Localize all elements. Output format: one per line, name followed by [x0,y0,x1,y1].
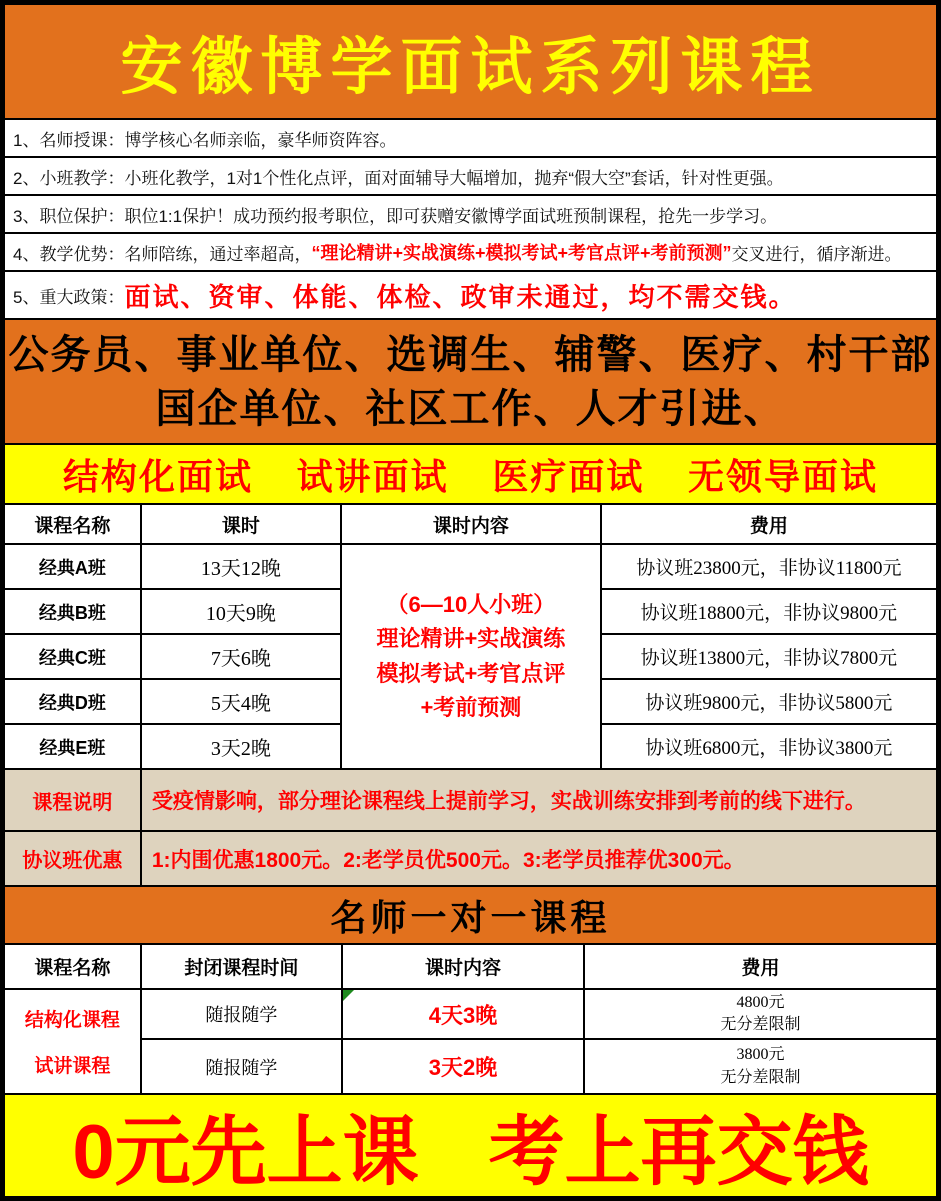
notice-item-1 [5,120,936,158]
discount-label: 协议班优惠 [5,832,142,885]
course-name: 经典E班 [5,725,142,770]
course-hours [343,990,585,1040]
col-header-fee: 费用 [585,945,936,990]
course-hours: 10天9晚 [142,590,342,635]
hours-text: 4天3晚 [428,1002,498,1028]
interview-types-bar [5,445,936,505]
content-line: 模拟考试+考官点评 [376,660,566,686]
course-fee: 协议班13800元，非协议7800元 [602,635,936,680]
interview-type: 无领导面试 [687,455,878,497]
interview-type: 试讲面试 [296,455,449,497]
course-fee [585,990,936,1040]
interview-type: 结构化面试 [63,455,254,497]
col-header-fee: 费用 [602,505,936,545]
notice-item-2 [5,158,936,196]
one-on-one-table [5,945,936,1095]
content-line: （6—10人小班） [386,592,556,618]
fee-amount: 3800元 [736,1046,785,1064]
col-header-hours: 课时 [142,505,342,545]
slogan-left: 0元先上课 [72,1110,419,1195]
course-schedule: 随报随学 [142,990,343,1040]
notice-highlight: “理论精讲+实战演练+模拟考试+考官点评+考前预测” [311,243,732,263]
course-group-cell [5,990,142,1095]
notice-highlight: 面试、资审、体能、体检、政审未通过，均不需交钱。 [124,281,797,312]
course-fee: 协议班6800元，非协议3800元 [602,725,936,770]
course-hours: 7天6晚 [142,635,342,680]
course-fee: 协议班23800元，非协议11800元 [602,545,936,590]
fee-condition: 无分差限制 [720,1068,801,1086]
course-name: 经典D班 [5,680,142,725]
course-name: 经典C班 [5,635,142,680]
fee-amount: 4800元 [736,993,785,1011]
discount-text: 1:内围优惠1800元。2:老学员优500元。3:老学员推荐优300元。 [151,848,745,872]
course-schedule: 随报随学 [142,1040,343,1095]
group-label: 结构化课程 [24,1010,120,1032]
notice-item-5 [5,272,936,320]
slogan-right: 考上再交钱 [488,1110,869,1195]
jobs-banner [5,320,936,445]
col-header-schedule: 封闭课程时间 [142,945,343,990]
notice-item-4 [5,234,936,272]
group-label: 试讲课程 [34,1055,111,1077]
cell-comment-marker-icon [343,990,354,1001]
course-hours: 3天2晚 [343,1040,585,1095]
course-table [5,505,936,770]
course-fee: 协议班18800元，非协议9800元 [602,590,936,635]
course-fee [585,1040,936,1095]
notice-text: 5、重大政策： [13,287,125,307]
course-hours: 3天2晚 [142,725,342,770]
jobs-line-1: 公务员、事业单位、选调生、辅警、医疗、村干部 [8,332,933,377]
course-hours: 5天4晚 [142,680,342,725]
notice-item-3 [5,196,936,234]
col-header-course-name: 课程名称 [5,505,142,545]
notice-text: 3、职位保护：职位1:1保护！成功预约报考职位，即可获赠安徽博学面试班预制课程，抢先一步学习。 [13,206,778,226]
one-on-one-banner [5,887,936,945]
one-on-one-title: 名师一对一课程 [330,896,611,938]
content-line: 理论精讲+实战演练 [376,626,566,652]
course-name: 经典A班 [5,545,142,590]
notice-text: 4、教学优势：名师陪练，通过率超高， [13,244,312,264]
notice-list [5,120,936,320]
fee-condition: 无分差限制 [720,1016,801,1033]
course-name: 经典B班 [5,590,142,635]
interview-type: 医疗面试 [492,455,645,497]
discount-row [5,832,936,887]
notice-text: 1、名师授课：博学核心名师亲临，豪华师资阵容。 [13,130,397,150]
page-title: 安徽博学面试系列课程 [120,30,821,103]
course-content-cell [342,545,602,770]
course-fee: 协议班9800元，非协议5800元 [602,680,936,725]
content-line: +考前预测 [420,694,522,720]
note-text: 受疫情影响，部分理论课程线上提前学习，实战训练安排到考前的线下进行。 [151,790,866,813]
course-note-row [5,770,936,832]
notice-text: 交叉进行，循序渐进。 [731,244,902,264]
header-banner [5,5,936,120]
footer-slogan [5,1095,936,1196]
col-header-course-name: 课程名称 [5,945,142,990]
note-label: 课程说明 [5,770,142,830]
jobs-line-2: 国企单位、社区工作、人才引进、 [155,386,786,431]
course-hours: 13天12晚 [142,545,342,590]
col-header-content: 课时内容 [343,945,585,990]
col-header-content: 课时内容 [342,505,602,545]
notice-text: 2、小班教学：小班化教学，1对1个性化点评，面对面辅导大幅增加，抛弃“假大空”套话，针对性更强。 [13,168,784,188]
